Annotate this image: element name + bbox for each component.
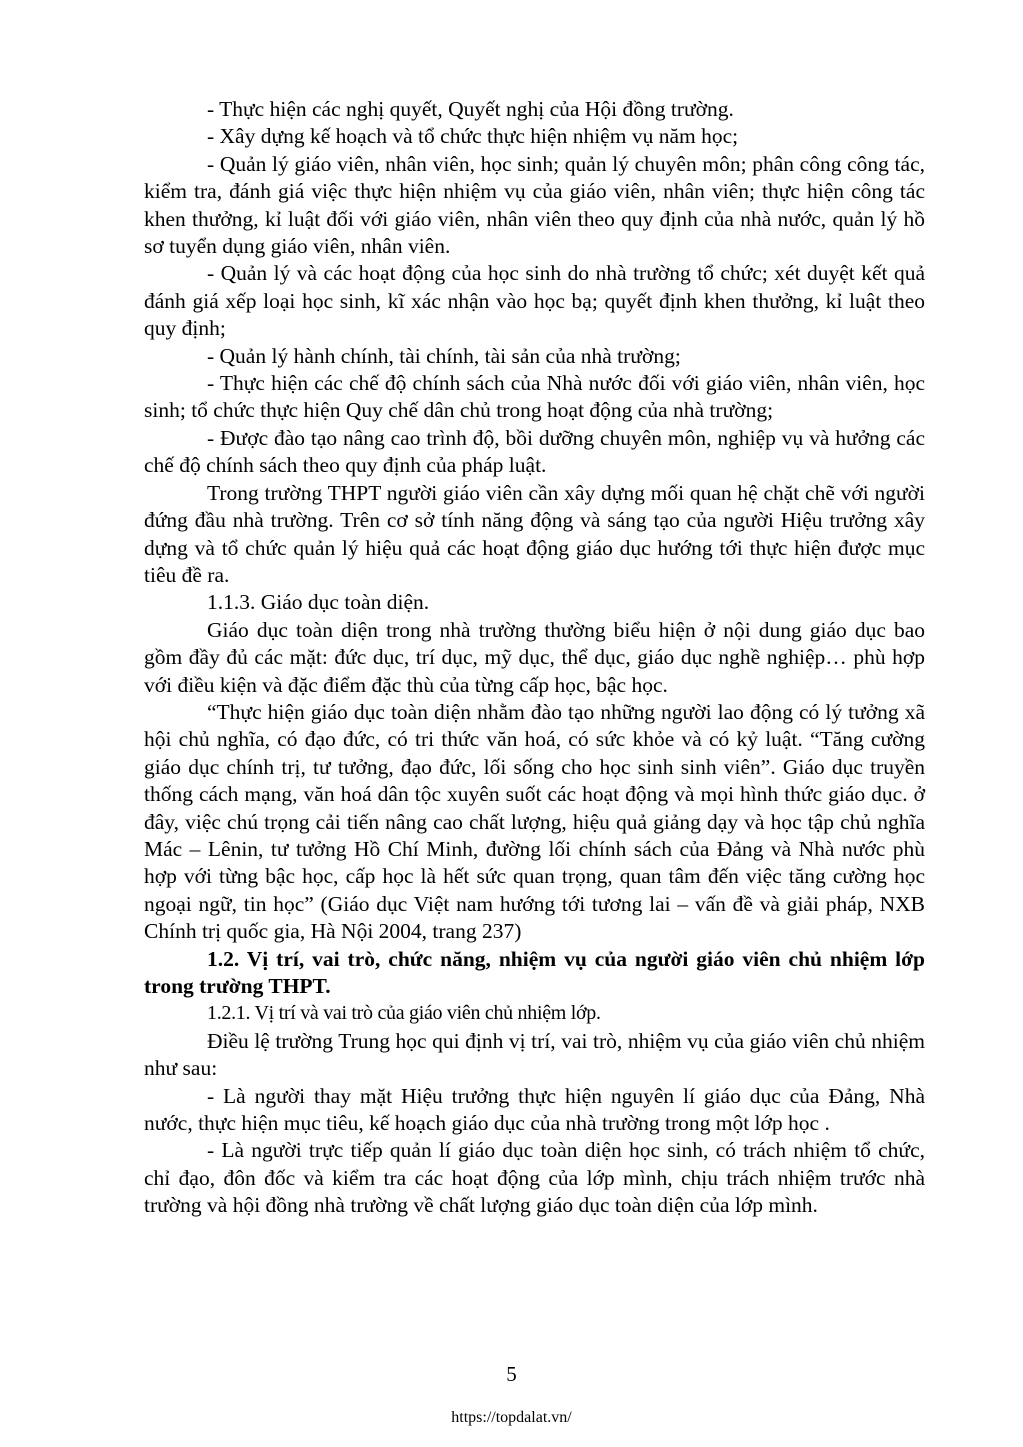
paragraph-5: - Quản lý hành chính, tài chính, tài sản của nhà trường; <box>207 343 681 368</box>
paragraph-16: - Là người trực tiếp quản lí giáo dục toàn diện học sinh, có trách nhiệm tổ chức, chỉ đạo, đôn đốc và kiểm tra các hoạt động của lớp mình, chịu trách nhiệm trước nhà trường và hội đồng nhà trường về chất lượng giáo dục toàn diện của lớp mình. <box>144 1138 925 1218</box>
paragraph-11-quote: “Thực hiện giáo dục toàn diện nhằm đào tạo những người lao động có lý tưởng xã hội chủ nghĩa, có đạo đức, có tri thức văn hoá, có sức khỏe và có kỷ luật. “Tăng cường giáo dục chính trị, tư tưởng, đạo đức, lối sống cho học sinh sinh viên”. Giáo dục truyền thống cách mạng, văn hoá dân tộc xuyên suốt các hoạt động và mọi hình thức giáo dục. ở đây, việc chú trọng cải tiến nâng cao chất lượng, hiệu quả giảng dạy và học tập chủ nghĩa Mác – Lênin, tư tưởng Hồ Chí Minh, đường lối chính sách của Đảng và Nhà nước phù hợp với từng bậc học, cấp học là hết sức quan trọng, quan tâm đến việc tăng cường học ngoại ngữ, tin học” (Giáo dục Việt nam hướng tới tương lai – vấn đề và giải pháp, NXB Chính trị quốc gia, Hà Nội 2004, trang 237) <box>144 699 925 944</box>
document-body <box>144 96 925 1220</box>
footer-url: https://topdalat.vn/ <box>451 1409 572 1426</box>
paragraph-15: - Là người thay mặt Hiệu trưởng thực hiện nguyên lí giáo dục của Đảng, Nhà nước, thực hiện mục tiêu, kế hoạch giáo dục của nhà trường trong một lớp học . <box>144 1083 925 1136</box>
paragraph-8: Trong trường THPT người giáo viên cần xây dựng mối quan hệ chặt chẽ với người đứng đầu nhà trường. Trên cơ sở tính năng động và sáng tạo của người Hiệu trưởng xây dựng và tổ chức quản lý hiệu quả các hoạt động giáo dục hướng tới thực hiện được mục tiêu đề ra. <box>144 480 925 587</box>
paragraph-14: Điều lệ trường Trung học qui định vị trí, vai trò, nhiệm vụ của giáo viên chủ nhiệm như sau: <box>144 1028 925 1081</box>
section-1-1-3-title: 1.1.3. Giáo dục toàn diện. <box>207 590 430 615</box>
paragraph-1: - Thực hiện các nghị quyết, Quyết nghị của Hội đồng trường. <box>207 97 734 121</box>
section-1-2-1-title: 1.2.1. Vị trí và vai trò của giáo viên chủ nhiệm lớp. <box>207 1002 601 1025</box>
paragraph-2: - Xây dựng kế hoạch và tổ chức thực hiện nhiệm vụ năm học; <box>207 124 739 149</box>
page-number: 5 <box>506 1362 517 1386</box>
paragraph-6: - Thực hiện các chế độ chính sách của Nhà nước đối với giáo viên, nhân viên, học sinh; tổ chức thực hiện Quy chế dân chủ trong hoạt động của nhà trường; <box>144 371 925 423</box>
paragraph-7: - Được đào tạo nâng cao trình độ, bồi dưỡng chuyên môn, nghiệp vụ và hưởng các chế độ chính sách theo quy định của pháp luật. <box>144 425 925 478</box>
paragraph-4: - Quản lý và các hoạt động của học sinh do nhà trường tổ chức; xét duyệt kết quả đánh giá xếp loại học sinh, kĩ xác nhận vào học bạ; quyết định khen thưởng, kỉ luật theo quy định; <box>144 261 925 341</box>
paragraph-10: Giáo dục toàn diện trong nhà trường thường biểu hiện ở nội dung giáo dục bao gồm đầy đủ các mặt: đức dục, trí dục, mỹ dục, thể dục, giáo dục nghề nghiệp… phù hợp với điều kiện và đặc điểm đặc thù của từng cấp học, bậc học. <box>144 617 925 697</box>
paragraph-3: - Quản lý giáo viên, nhân viên, học sinh; quản lý chuyên môn; phân công công tác, kiểm tra, đánh giá việc thực hiện nhiệm vụ của giáo viên, nhân viên; thực hiện công tác khen thưởng, kỉ luật đối với giáo viên, nhân viên theo quy định của nhà nước, quản lý hồ sơ tuyển dụng giáo viên, nhân viên. <box>144 151 925 259</box>
section-1-2-heading: 1.2. Vị trí, vai trò, chức năng, nhiệm vụ của người giáo viên chủ nhiệm lớp trong trường THPT. <box>144 946 925 998</box>
